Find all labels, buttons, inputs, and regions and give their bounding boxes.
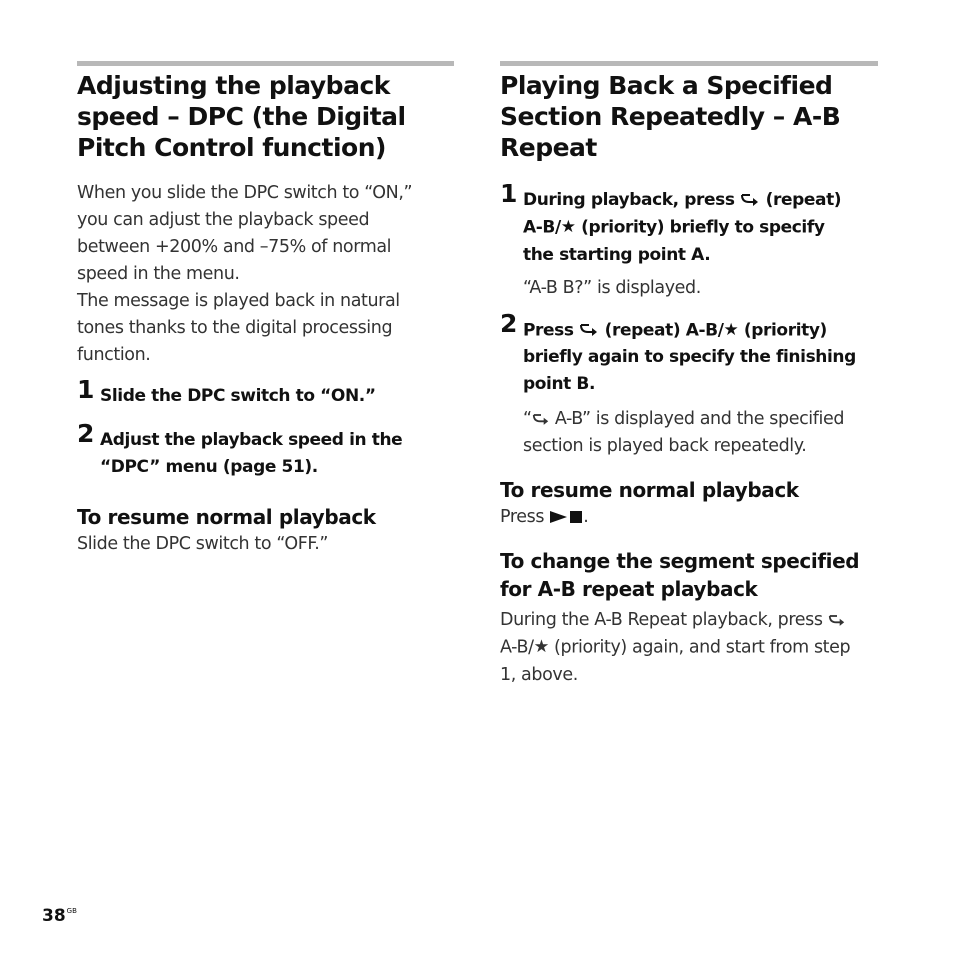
step-instruction: Adjust the playback speed in the “DPC” menu (page 51).	[100, 430, 403, 477]
step-2	[77, 419, 454, 481]
step-number: 1	[77, 375, 95, 404]
step-number: 2	[500, 308, 518, 338]
step-instruction: During playback, press (repeat) A-B/★ (priority) briefly to specify the starting point A.	[523, 190, 842, 265]
change-segment-text: During the A-B Repeat playback, press A-B/★ (priority) again, and start from step 1, above.	[500, 610, 851, 685]
star-icon: ★	[533, 637, 549, 657]
star-icon: ★	[723, 319, 739, 340]
right-column	[500, 61, 878, 689]
step-instruction: Press (repeat) A-B/★ (priority) briefly again to specify the finishing point B.	[523, 317, 878, 399]
repeat-icon	[532, 413, 550, 426]
step-number: 2	[77, 419, 95, 448]
repeat-icon	[579, 323, 599, 337]
step-number: 1	[500, 179, 518, 208]
left-column	[77, 61, 454, 558]
resume-text: Press .	[500, 507, 589, 527]
resume-heading: To resume normal playback	[500, 478, 799, 502]
page-number: $38^{GB}$	[42, 906, 77, 926]
resume-block	[77, 503, 454, 558]
step-note: “A-B B?” is displayed.	[523, 277, 701, 298]
section-title-dpc: Adjusting the playback speed – DPC (the Digital Pitch Control function)	[77, 71, 406, 162]
resume-text: Slide the DPC switch to “OFF.”	[77, 534, 329, 554]
step-note: “ A-B” is displayed and the specified section is played back repeatedly.	[523, 409, 845, 456]
intro-paragraph: When you slide the DPC switch to “ON,” you can adjust the playback speed between +200% and –75% of normal speed in the menu. The message is played back in natural tones thanks to the digital processing function.	[77, 183, 413, 365]
play-stop-icon	[549, 510, 583, 524]
step-1	[500, 179, 878, 302]
step-2	[500, 308, 878, 461]
change-segment-block	[500, 547, 878, 689]
change-segment-heading: To change the segment specified for A-B repeat playback	[500, 549, 860, 601]
section-rule	[77, 61, 454, 66]
resume-block	[500, 476, 878, 531]
section-title-ab-repeat: Playing Back a Specified Section Repeatedly – A-B Repeat	[500, 71, 841, 162]
section-rule	[500, 61, 878, 66]
repeat-icon	[828, 614, 846, 627]
step-instruction: Slide the DPC switch to “ON.”	[100, 386, 376, 406]
resume-heading: To resume normal playback	[77, 505, 376, 529]
star-icon: ★	[560, 217, 576, 237]
repeat-icon	[740, 193, 760, 207]
region-code: GB	[66, 907, 77, 915]
step-1	[77, 375, 454, 410]
